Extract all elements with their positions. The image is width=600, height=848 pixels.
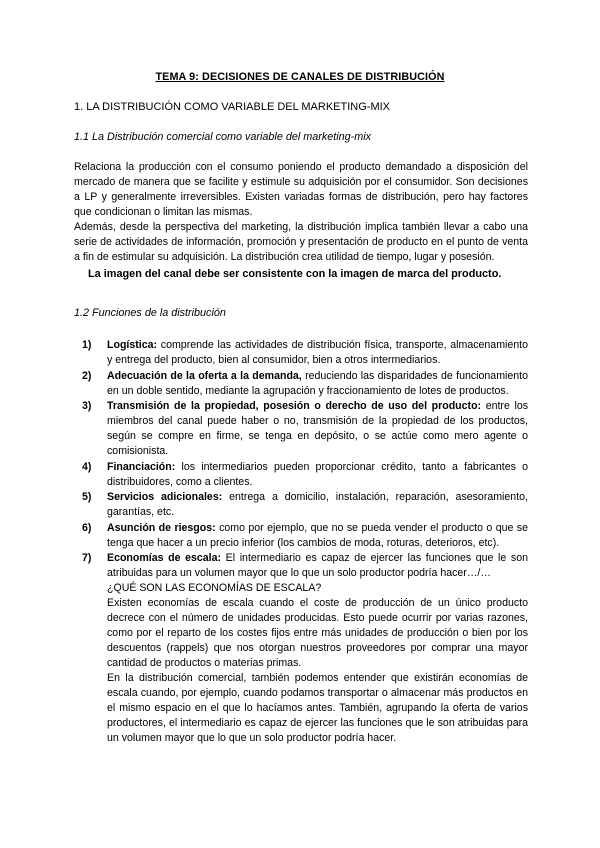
paragraph: En la distribución comercial, también podemos entender que existirán economías de escala cuando, por ejemplo, cuando podamos transportar o almacenar más productos en el mismo espacio en el que lo hacíamos antes. También, agrupando la oferta de varios productores, el intermediario es capaz de ejercer las funciones que le son atribuidas para un volumen mayor que lo que un solo productor podría hacer.: [107, 672, 528, 744]
item-number: 6): [82, 521, 92, 534]
emphasis-statement: La imagen del canal debe ser consistente con la imagen de marca del producto.: [88, 268, 502, 280]
item-text: los intermediarios pueden proporcionar crédito, tanto a fabricantes o distribuidores, como a clientes.: [107, 460, 528, 488]
paragraph: Además, desde la perspectiva del marketing, la distribución implica también llevar a cabo una serie de actividades de información, promoción y presentación de producto en el punto de venta a fin de estimular su adquisición. La distribución crea utilidad de tiempo, lugar y posesión.: [74, 221, 528, 263]
subsection-heading-1-2: 1.2 Funciones de la distribución: [74, 307, 226, 319]
item-term: Servicios adicionales:: [107, 491, 223, 503]
list-item: [82, 399, 528, 459]
item-number: 5): [82, 491, 92, 503]
section-heading: 1. LA DISTRIBUCIÓN COMO VARIABLE DEL MARKETING-MIX: [74, 101, 391, 113]
item-number: 7): [82, 552, 92, 564]
item-text: reduciendo las disparidades de funcionamiento en un doble sentido, mediante la agrupación y fraccionamiento de lotes de productos.: [107, 369, 528, 397]
item-number: 2): [82, 369, 92, 382]
item-number: 4): [82, 460, 92, 473]
list-item: [82, 460, 528, 490]
item-text: comprende las actividades de distribución física, transporte, almacenamiento y entrega del producto, bien al consumidor, bien a otros intermediarios.: [107, 339, 528, 366]
item-term: Logística:: [107, 339, 158, 351]
paragraph: Relaciona la producción con el consumo poniendo el producto demandado a disposición del mercado de manera que se facilite y estimule su adquisición por el consumidor. Son decisiones a LP y generalmente irreversibles. Existen variadas formas de distribución, pero hay factores que condicionan o limitan las mismas.: [74, 161, 528, 218]
item-term: Asunción de riesgos:: [107, 521, 216, 534]
list-item: [82, 521, 528, 551]
intro-text: [74, 160, 528, 282]
item-term: Financiación:: [107, 460, 176, 473]
item-term: Economías de escala:: [107, 552, 222, 564]
item-text: como por ejemplo, que no se pueda vender el producto o que se tenga que hacer a un precio inferior (los cambios de moda, roturas, deterioros, etc).: [107, 521, 528, 549]
item-text: El intermediario es capaz de ejercer las funciones que le son atribuidas para un volumen mayor que lo que un solo productor podría hacer…/…: [107, 552, 528, 579]
item-text: entrega a domicilio, instalación, reparación, asesoramiento, garantías, etc.: [107, 491, 528, 518]
item-text: entre los miembros del canal puede haber o no, transmisión de la propiedad de los productos, según se compre en firme, se tenga en depósito, o se actúe como mero agente o comisionista.: [107, 400, 529, 457]
list-item: [82, 338, 528, 368]
economies-question: ¿QUÉ SON LAS ECONOMÍAS DE ESCALA?: [107, 582, 322, 594]
list-item: [82, 490, 528, 520]
list-item: [82, 369, 528, 399]
functions-list: [82, 338, 528, 747]
item-term: Transmisión de la propiedad, posesión o derecho de uso del producto:: [107, 400, 482, 412]
paragraph: Existen economías de escala cuando el coste de producción de un único producto decrece con el número de unidades producidas. Esto puede ocurrir por varias razones, como por el reparto de los costes fijos entre más unidades de producción o bien por los descuentos (rappels) que nos otorgan nuestros proveedores por comprar una mayor cantidad de productos o materias primas.: [107, 597, 528, 669]
item-number: 1): [82, 339, 92, 351]
list-item: [82, 551, 528, 746]
item-number: 3): [82, 400, 92, 412]
document-title: TEMA 9: DECISIONES DE CANALES DE DISTRIBUCIÓN: [155, 71, 445, 83]
item-term: Adecuación de la oferta a la demanda,: [107, 369, 302, 382]
subsection-heading-1-1: 1.1 La Distribución comercial como variable del marketing-mix: [74, 131, 372, 143]
